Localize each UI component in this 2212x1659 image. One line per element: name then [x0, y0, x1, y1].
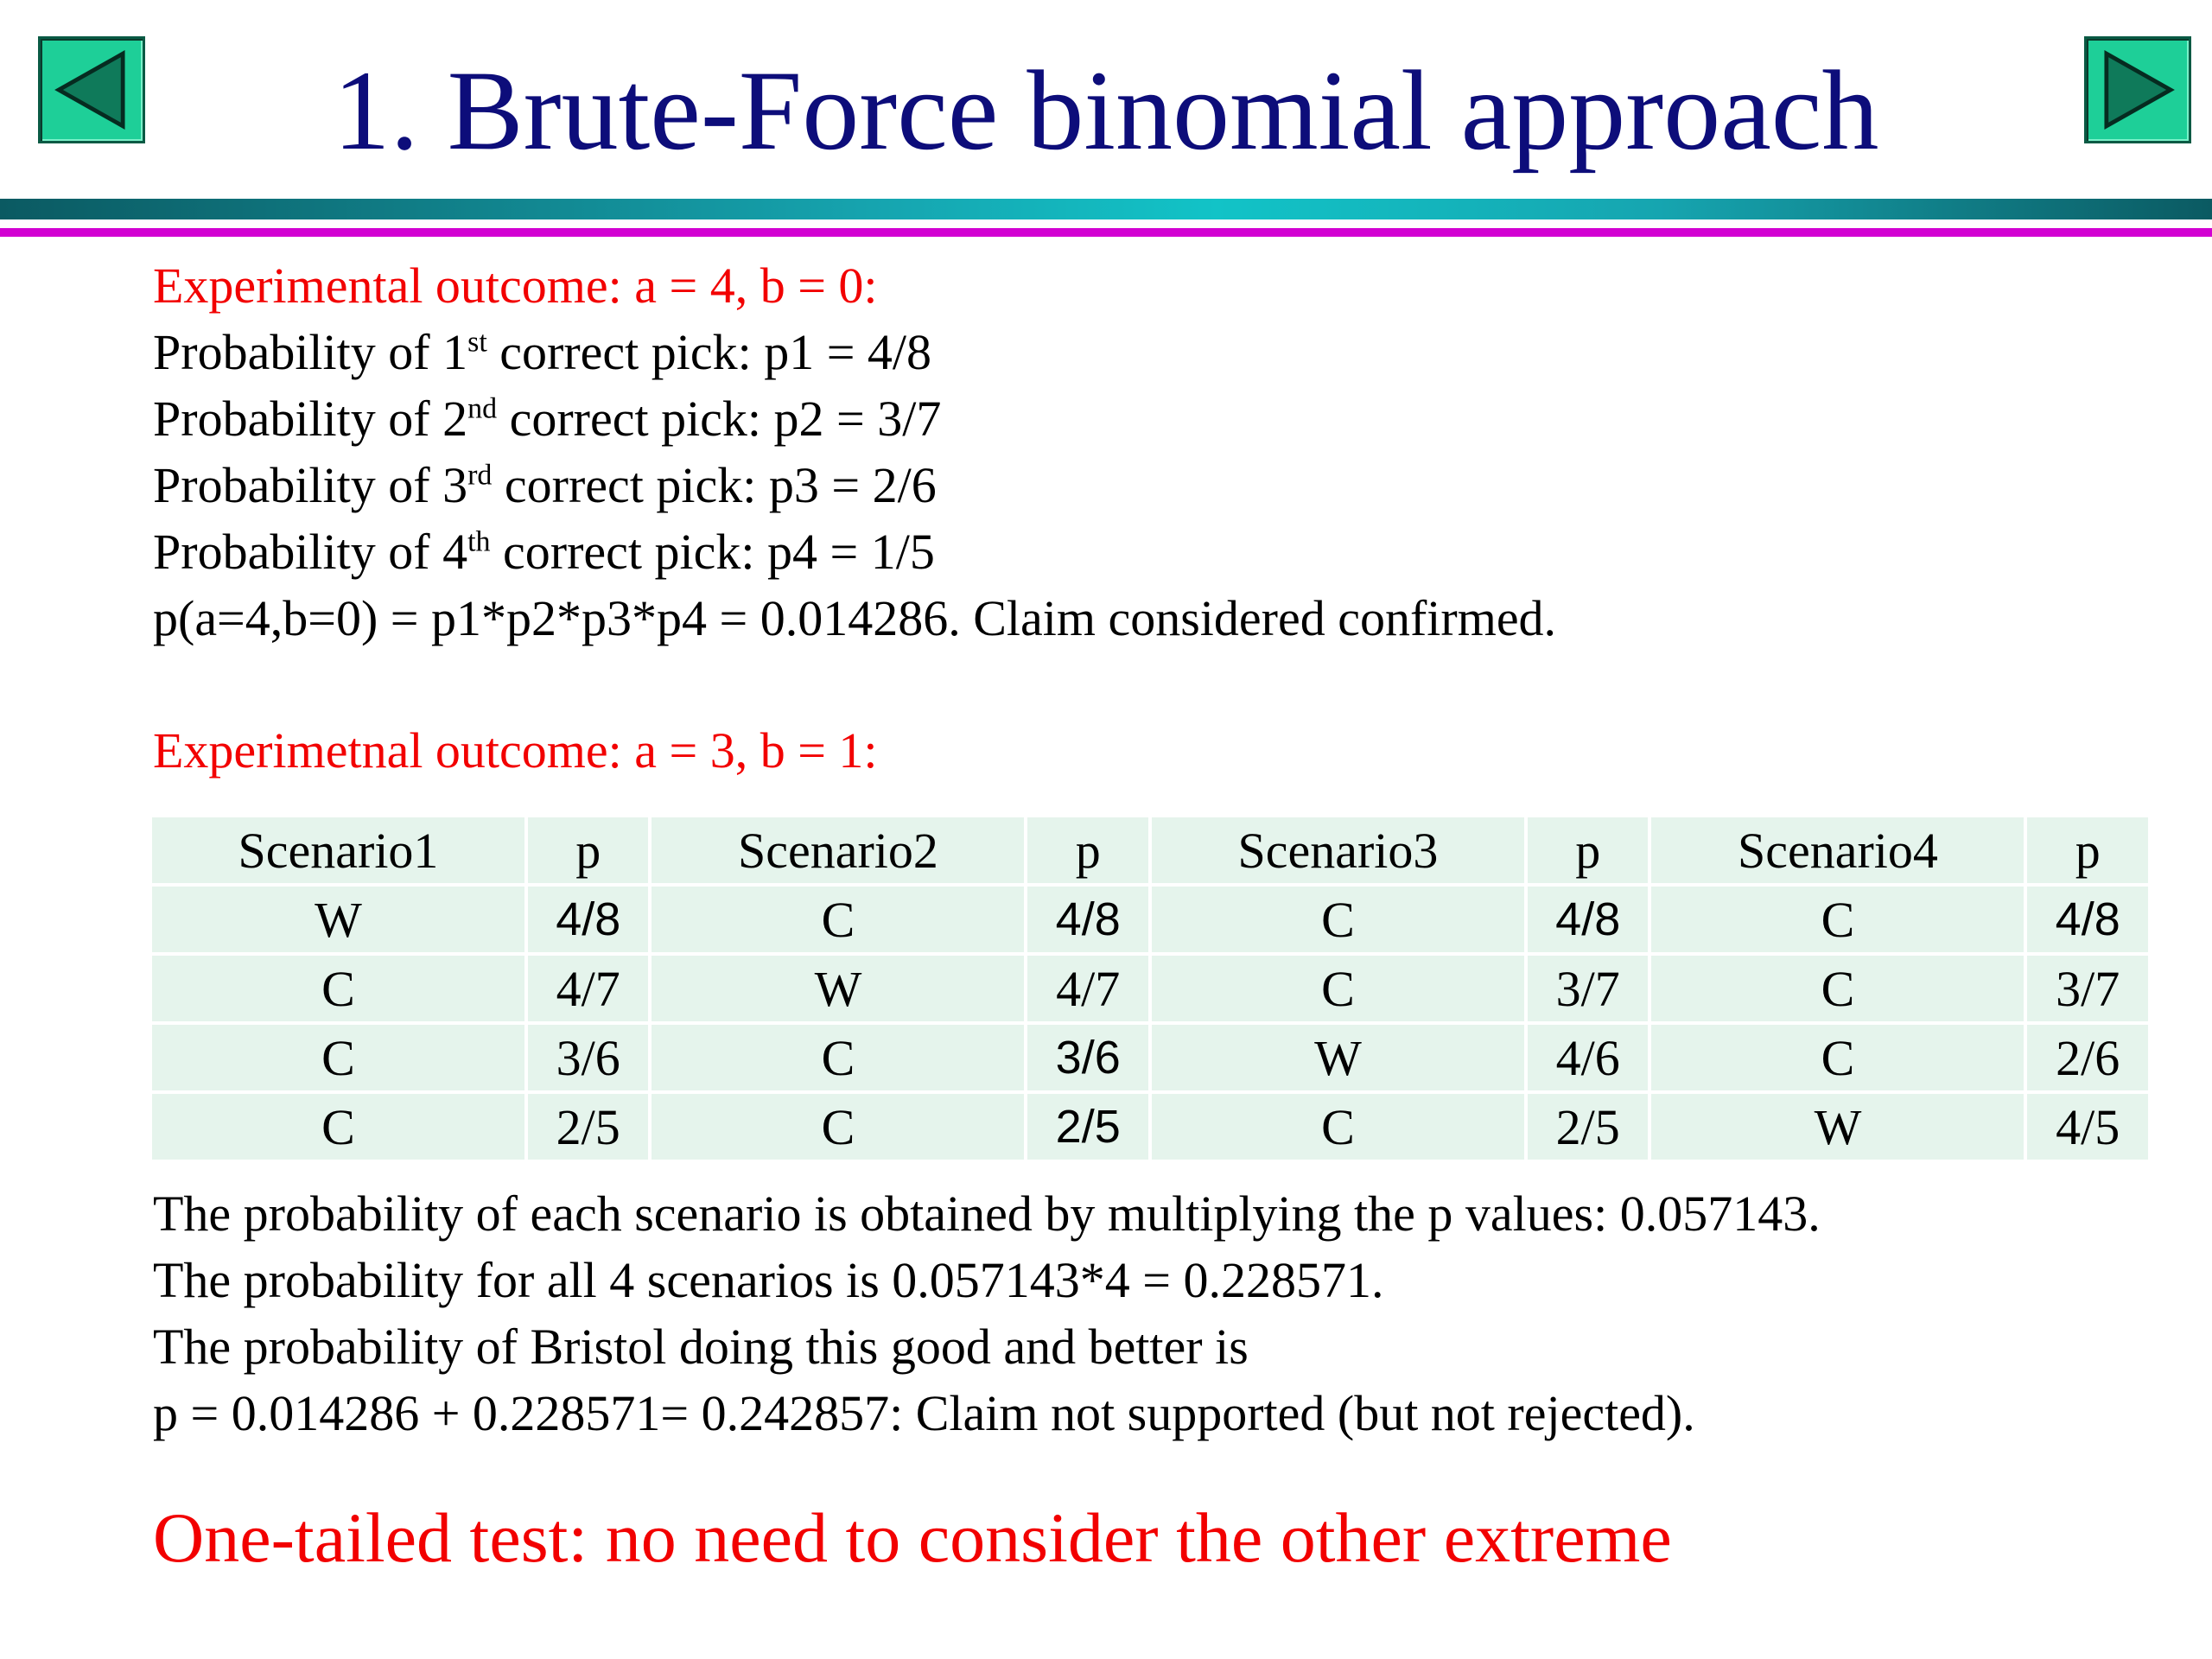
slide-title: 1. Brute-Force binomial approach	[333, 47, 1879, 174]
table-header-cell: p	[1528, 817, 1649, 883]
table-cell: 4/8	[2027, 887, 2148, 952]
table-cell: C	[1152, 956, 1524, 1021]
table-cell: W	[152, 887, 524, 952]
table-cell: C	[1152, 887, 1524, 952]
title-divider-teal	[0, 199, 2212, 219]
table-header-cell: Scenario4	[1651, 817, 2024, 883]
table-cell: C	[152, 956, 524, 1021]
table-cell: 4/6	[1528, 1025, 1649, 1090]
table-header-cell: p	[528, 817, 649, 883]
table-cell: 4/7	[1027, 956, 1148, 1021]
table-row	[152, 956, 2148, 1021]
table-cell: W	[1651, 1094, 2024, 1160]
table-cell: 4/8	[1528, 887, 1649, 952]
table-cell: 4/8	[528, 887, 649, 952]
table-cell: C	[652, 887, 1024, 952]
table-cell: 3/6	[528, 1025, 649, 1090]
table-header-cell: Scenario2	[652, 817, 1024, 883]
pick-probability-line: Probability of 2nd correct pick: p2 = 3/7	[153, 391, 942, 447]
table-cell: W	[652, 956, 1024, 1021]
table-cell: C	[152, 1094, 524, 1160]
summary-line: The probability for all 4 scenarios is 0.057143*4 = 0.228571.	[153, 1252, 1384, 1308]
pick-probability-line: Probability of 3rd correct pick: p3 = 2/6	[153, 457, 937, 513]
scenario-table	[149, 814, 2152, 1163]
table-header-cell: Scenario1	[152, 817, 524, 883]
table-row	[152, 1025, 2148, 1090]
table-cell: 4/7	[528, 956, 649, 1021]
summary-line: The probability of each scenario is obtained by multiplying the p values: 0.057143.	[153, 1185, 1821, 1242]
table-cell: C	[1152, 1094, 1524, 1160]
outcome-1-section	[153, 252, 1556, 652]
summary-line: p = 0.014286 + 0.228571= 0.242857: Claim not supported (but not rejected).	[153, 1385, 1695, 1441]
title-divider-magenta	[0, 228, 2212, 237]
pick-probability-line: Probability of 4th correct pick: p4 = 1/5	[153, 524, 935, 580]
table-cell: C	[1651, 956, 2024, 1021]
table-header-cell: Scenario3	[1152, 817, 1524, 883]
outcome-1-heading: Experimental outcome: a = 4, b = 0:	[153, 257, 878, 314]
summary-line: The probability of Bristol doing this good and better is	[153, 1319, 1249, 1375]
table-cell: 4/8	[1027, 887, 1148, 952]
table-cell: 2/5	[528, 1094, 649, 1160]
table-cell: 3/7	[2027, 956, 2148, 1021]
table-row	[152, 887, 2148, 952]
table-cell: 2/6	[2027, 1025, 2148, 1090]
table-cell: C	[152, 1025, 524, 1090]
table-row	[152, 1094, 2148, 1160]
table-cell: 2/5	[1027, 1094, 1148, 1160]
pick-probability-line: Probability of 1st correct pick: p1 = 4/8	[153, 324, 932, 380]
table-cell: 3/7	[1528, 956, 1649, 1021]
table-cell: C	[1651, 1025, 2024, 1090]
table-cell: W	[1152, 1025, 1524, 1090]
table-header-cell: p	[2027, 817, 2148, 883]
table-header-cell: p	[1027, 817, 1148, 883]
outcome-2-heading: Experimetnal outcome: a = 3, b = 1:	[153, 722, 878, 779]
table-cell: C	[652, 1094, 1024, 1160]
summary-section	[153, 1180, 1821, 1446]
table-cell: C	[652, 1025, 1024, 1090]
conclusion-text: One-tailed test: no need to consider the other extreme	[153, 1498, 1672, 1577]
table-cell: 3/6	[1027, 1025, 1148, 1090]
outcome-1-result: p(a=4,b=0) = p1*p2*p3*p4 = 0.014286. Claim considered confirmed.	[153, 590, 1557, 646]
table-cell: 2/5	[1528, 1094, 1649, 1160]
triangle-right-icon	[2087, 39, 2189, 141]
table-cell: C	[1651, 887, 2024, 952]
table-cell: 4/5	[2027, 1094, 2148, 1160]
table-header-row	[152, 817, 2148, 883]
next-slide-button[interactable]	[2084, 36, 2191, 143]
